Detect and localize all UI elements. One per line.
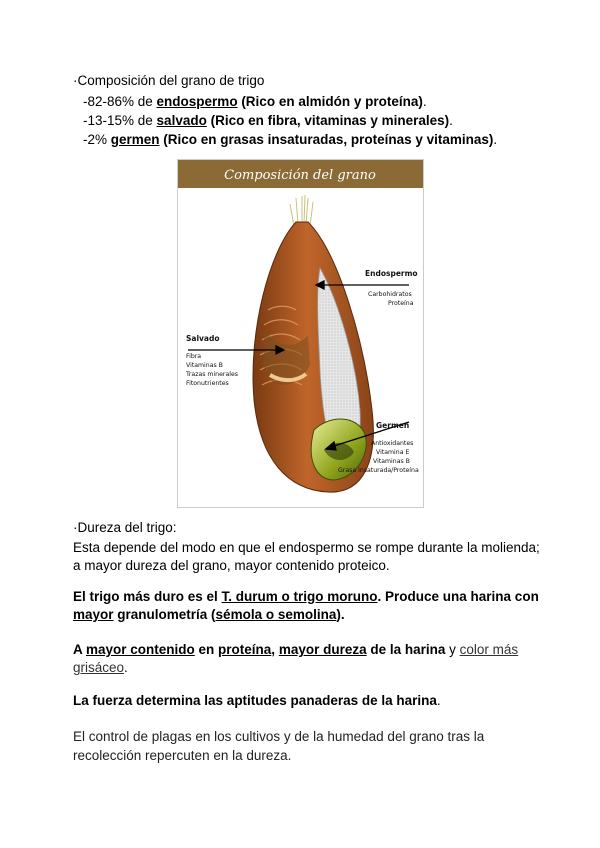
term-salvado: salvado: [156, 113, 207, 128]
period: .: [493, 132, 498, 147]
germ-item: Grasa insaturada/Proteína: [338, 467, 419, 474]
desc-text: (Rico en fibra, vitaminas y minerales): [206, 113, 450, 128]
hardness-p1-line2: a mayor dureza del grano, mayor contenido proteico.: [73, 558, 390, 573]
bran-item: Trazas minerales: [186, 371, 238, 378]
hardness-p3-line1: [73, 640, 518, 660]
composition-heading: ·Composición del grano de trigo: [73, 73, 265, 88]
hardness-p2-line1: [73, 587, 539, 607]
endosperm-item: Proteína: [388, 300, 414, 307]
text-run: . Produce una harina con: [377, 589, 539, 604]
grain-composition-figure: [177, 159, 424, 508]
term-germen: germen: [110, 132, 160, 147]
bran-item: Vitaminas B: [186, 362, 223, 369]
brush-hairs: [290, 195, 313, 226]
germ-item: Antioxidantes: [371, 440, 414, 447]
hardness-p2-line2: [73, 605, 345, 625]
text-run: ,: [271, 642, 279, 657]
term-endospermo: endospermo: [156, 94, 238, 109]
text-run: A: [73, 642, 86, 657]
term-mayor-dureza: mayor dureza: [278, 642, 367, 657]
hardness-heading: ·Dureza del trigo:: [73, 520, 177, 535]
hardness-p5-line2: recolección repercuten en la dureza.: [73, 748, 292, 763]
percent-text: -82-86% de: [83, 94, 157, 109]
bran-title: Salvado: [186, 334, 220, 343]
bran-item: Fitonutrientes: [186, 380, 229, 387]
hardness-p4: [73, 691, 441, 711]
period: .: [422, 94, 427, 109]
text-run: de la harina: [366, 642, 446, 657]
percent-text: -2%: [83, 132, 111, 147]
composition-line-germ: [83, 130, 497, 150]
desc-text: (Rico en grasas insaturadas, proteínas y vitaminas): [159, 132, 494, 147]
term-grisaceo: grisáceo: [73, 660, 125, 675]
period: .: [124, 660, 128, 675]
grain-illustration: [178, 160, 423, 507]
endosperm-title: Endospermo: [365, 269, 418, 278]
term-mayor-contenido: mayor contenido: [86, 642, 195, 657]
term-color-mas: color más: [459, 642, 519, 657]
endosperm-item: Carbohidratos: [368, 291, 412, 298]
text-run: granulometría (: [113, 607, 216, 622]
germ-item: Vitamina E: [376, 449, 410, 456]
term-semola: sémola o semolina: [215, 607, 337, 622]
bran-item: Fibra: [186, 353, 202, 360]
text-run: y: [445, 642, 460, 657]
text-run: en: [194, 642, 219, 657]
composition-line-bran: [83, 111, 453, 131]
germ-title: Germen: [376, 421, 410, 430]
text-run: El trigo más duro es el: [73, 589, 222, 604]
term-t-durum: T. durum o trigo moruno: [221, 589, 378, 604]
desc-text: (Rico en almidón y proteína): [237, 94, 423, 109]
composition-line-endosperm: [83, 92, 427, 112]
figure-title: Composición del grano: [224, 168, 376, 183]
germ-item: Vitaminas B: [373, 458, 410, 465]
term-mayor: mayor: [73, 607, 114, 622]
percent-text: -13-15% de: [83, 113, 157, 128]
text-run: La fuerza determina las aptitudes panaderas de la harina: [73, 693, 437, 708]
hardness-p5-line1: El control de plagas en los cultivos y de la humedad del grano tras la: [73, 729, 485, 744]
period: .: [436, 693, 441, 708]
hardness-p1-line1: Esta depende del modo en que el endospermo se rompe durante la molienda;: [73, 540, 540, 555]
hardness-p3-line2: [73, 658, 128, 678]
term-proteina: proteína: [218, 642, 272, 657]
period: .: [449, 113, 453, 128]
text-run: ).: [336, 607, 345, 622]
